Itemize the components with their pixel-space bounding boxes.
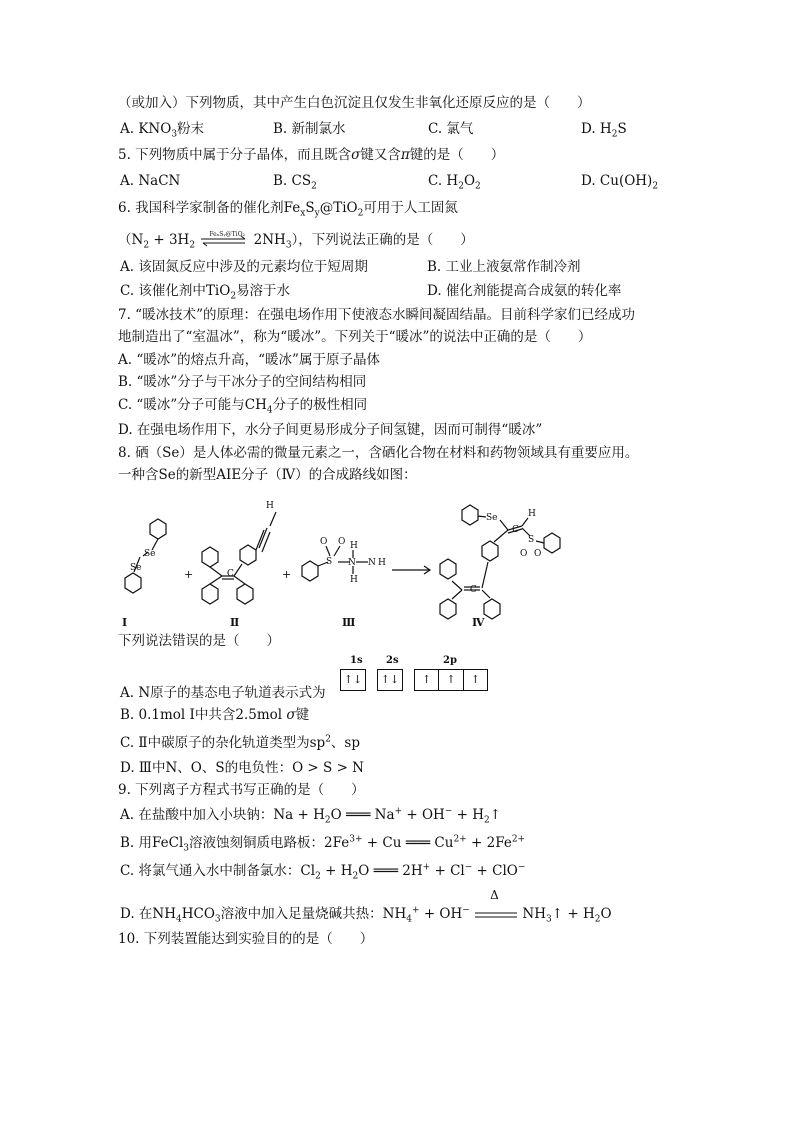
compound-iii-s-label: S bbox=[326, 557, 333, 567]
question-8-ask: 下列说法错误的是（ ） bbox=[118, 633, 280, 649]
q7-option-d[interactable]: D. 在强电场作用下，水分子间更易形成分子间氢键，因而可制得“暖冰” bbox=[118, 422, 543, 438]
orbital-label-1s: 1s bbox=[350, 655, 363, 666]
compound-iii-o-label-1: O bbox=[320, 537, 328, 547]
question-6-equation: （$N_2 + 3H_2$ FeₓSᵧ@TiO₂ $2NH_3$），下列说法正确的是（ ） bbox=[118, 231, 474, 250]
q6-option-d[interactable]: D. 催化剂能提高合成氨的转化率 bbox=[427, 283, 622, 299]
orbital-2p-y: ↑ bbox=[439, 670, 463, 690]
q5-option-c[interactable]: C. $H_2O_2$ bbox=[428, 173, 481, 192]
question-4-stem-tail: （或加入）下列物质，其中产生白色沉淀且仅发生非氧化还原反应的是（ ） bbox=[118, 95, 591, 111]
label-compound-iii: Ⅲ bbox=[342, 616, 356, 629]
compound-iv-s-label: S bbox=[528, 535, 535, 545]
q8-option-b[interactable]: B. 0.1mol Ⅰ中共含2.5mol σ键 bbox=[120, 707, 310, 723]
equilibrium-arrows-icon bbox=[199, 232, 249, 250]
q4-option-d[interactable]: D. $H_2S$ bbox=[581, 121, 627, 140]
question-7-stem-line1: 7. “暖冰技术”的原理：在强电场作用下使液态水瞬间凝固结晶。目前科学家们已经成功 bbox=[118, 307, 635, 323]
compound-iii-n-label-2: N bbox=[368, 558, 376, 568]
compound-iv-c-label-2: C bbox=[470, 585, 477, 595]
heat-arrow bbox=[474, 887, 518, 922]
compound-i-se-label-1: Se bbox=[144, 549, 156, 559]
question-8-stem-line1: 8. 硒（Se）是人体必需的微量元素之一，含硒化合物在材料和药物领域具有重要应用。 bbox=[118, 445, 639, 461]
compound-iii-h-label-3: H bbox=[378, 558, 386, 568]
question-9-stem: 9. 下列离子方程式书写正确的是（ ） bbox=[118, 782, 365, 798]
nitrogen-orbital-diagram bbox=[340, 655, 492, 695]
q4-option-a[interactable]: A. $KNO_3$粉末 bbox=[120, 121, 205, 140]
compound-iv-o-label-1: O bbox=[520, 549, 528, 559]
plus-sign-2: + bbox=[282, 568, 292, 581]
orbital-2p-z: ↑ bbox=[470, 673, 480, 686]
compound-ii-c-label: C bbox=[227, 569, 234, 579]
q5-option-a[interactable]: A. NaCN bbox=[120, 173, 181, 189]
compound-iv-c-label: C bbox=[512, 525, 519, 535]
q8-option-c[interactable]: C. Ⅱ中碳原子的杂化轨道类型为$sp^2$、sp bbox=[120, 734, 360, 751]
reversible-arrow bbox=[199, 232, 249, 250]
catalyst-label: FeₓSᵧ@TiO₂ bbox=[209, 230, 245, 238]
label-compound-ii: Ⅱ bbox=[230, 616, 240, 629]
compound-i-se-label-2: Se bbox=[130, 563, 142, 573]
question-7-stem-line2: 地制造出了“室温冰”，称为“暖冰”。下列关于“暖冰”的说法中正确的是（ ） bbox=[118, 329, 592, 345]
compound-iii-structure bbox=[302, 546, 368, 581]
q7-option-c[interactable]: C. “暖冰”分子可能与$CH_4$分子的极性相同 bbox=[118, 397, 368, 416]
compound-iii-n-label-1: N bbox=[348, 558, 356, 568]
question-6-stem: 6. 我国科学家制备的催化剂$Fe_xS_y@TiO_2$可用于人工固氮 bbox=[118, 200, 458, 219]
q4-option-c[interactable]: C. 氯气 bbox=[428, 121, 474, 137]
compound-ii-structure bbox=[202, 512, 276, 604]
q7-option-b[interactable]: B. “暖冰”分子与干冰分子的空间结构相同 bbox=[118, 374, 367, 390]
orbital-label-2p: 2p bbox=[443, 655, 457, 666]
orbital-box-2p bbox=[414, 669, 488, 691]
question-10-stem: 10. 下列装置能达到实验目的的是（ ） bbox=[118, 931, 374, 947]
q6-option-c[interactable]: C. 该催化剂中TiO$_2$易溶于水 bbox=[120, 283, 291, 302]
q6-option-a[interactable]: A. 该固氮反应中涉及的元素均位于短周期 bbox=[120, 259, 368, 275]
q5-option-d[interactable]: D. $Cu(OH)_2$ bbox=[581, 173, 659, 192]
label-compound-i: Ⅰ bbox=[122, 616, 128, 629]
plus-sign-1: + bbox=[184, 568, 194, 581]
q7-option-a[interactable]: A. “暖冰”的熔点升高，“暖冰”属于原子晶体 bbox=[118, 352, 380, 368]
orbital-2p-x: ↑ bbox=[415, 670, 439, 690]
synthesis-route-figure bbox=[112, 486, 592, 634]
compound-iv-h-label: H bbox=[528, 509, 536, 519]
q9-option-b[interactable]: B. 用FeCl$_3$溶液蚀刻铜质电路板：$2Fe^{3+} + Cu$ ═══ $Cu^{2+} + 2Fe^{2+}$ bbox=[120, 834, 526, 854]
q6-option-b[interactable]: B. 工业上液氨常作制冷剂 bbox=[427, 259, 581, 275]
q8-option-d[interactable]: D. Ⅲ中N、O、S的电负性：O > S > N bbox=[120, 760, 364, 776]
question-8-stem-line2: 一种含Se的新型AIE分子（Ⅳ）的合成路线如图： bbox=[118, 467, 417, 483]
compound-iv-se-label: Se bbox=[486, 513, 498, 523]
compound-iii-h-label-2: H bbox=[350, 575, 358, 585]
orbital-box-1s: ↑↓ bbox=[340, 669, 366, 691]
orbital-label-2s: 2s bbox=[386, 655, 399, 666]
label-compound-iv: Ⅳ bbox=[472, 616, 485, 629]
compound-iii-o-label-2: O bbox=[338, 537, 346, 547]
compound-iv-structure bbox=[440, 505, 560, 619]
q9-option-a[interactable]: A. 在盐酸中加入小块钠：$Na + H_2O$ ═══ $Na^+ + OH^- + H_2↑$ bbox=[120, 806, 502, 826]
orbital-box-2s: ↑↓ bbox=[377, 669, 403, 691]
q9-option-c[interactable]: C. 将氯气通入水中制备氯水：$Cl_2 + H_2O$ ═══ 2H+ + Cl− + ClO− bbox=[120, 862, 526, 882]
q4-option-b[interactable]: B. 新制氯水 bbox=[273, 121, 346, 137]
compound-ii-h-label: H bbox=[266, 501, 274, 511]
compound-iv-o-label-2: O bbox=[534, 549, 542, 559]
compound-iii-h-label-1: H bbox=[350, 541, 358, 551]
q5-option-b[interactable]: B. $CS_2$ bbox=[273, 173, 317, 192]
double-line-icon bbox=[474, 908, 518, 922]
q8-option-a[interactable]: A. N原子的基态电子轨道表示式为 bbox=[120, 685, 326, 701]
delta-symbol: Δ bbox=[490, 887, 499, 902]
question-5-stem: 5. 下列物质中属于分子晶体，而且既含σ键又含π键的是（ ） bbox=[118, 147, 505, 163]
q9-option-d[interactable]: D. 在$NH_4HCO_3$溶液中加入足量烧碱共热：$NH_4^+ + OH^-$ Δ $NH_3↑ + H_2O$ bbox=[120, 887, 612, 925]
